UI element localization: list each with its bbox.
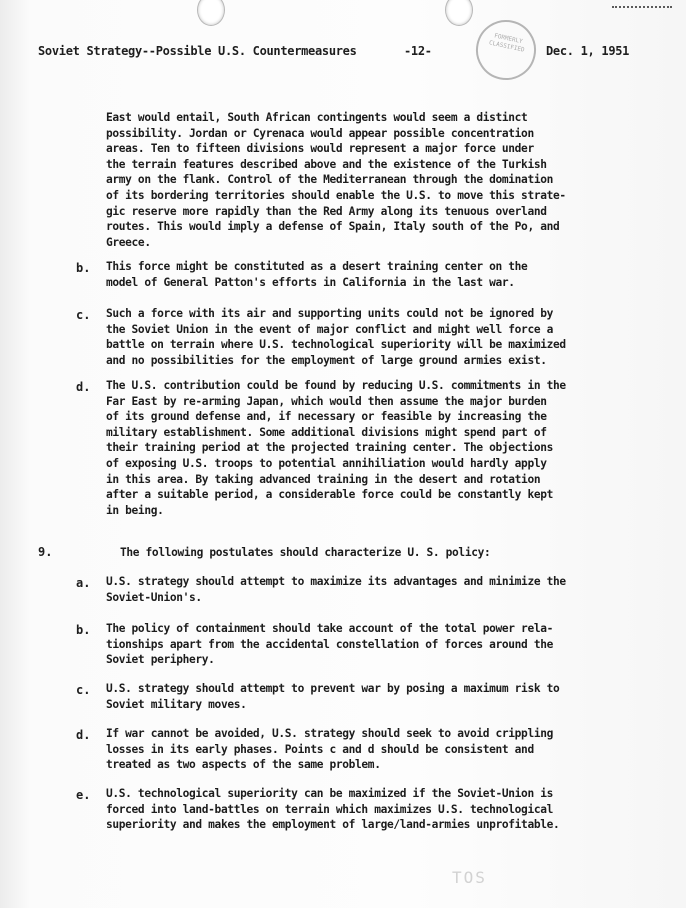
text-line: their training period at the projected training center. The objections: [106, 441, 553, 455]
footer-mark: TOS: [452, 868, 487, 887]
text-line: If war cannot be avoided, U.S. strategy should seek to avoid crippling: [106, 727, 553, 740]
list-item: [106, 378, 646, 518]
text-line: The policy of containment should take account of the total power rela-: [106, 622, 553, 635]
text-line: after a suitable period, a considerable force could be constantly kept: [106, 488, 553, 502]
item-marker: c.: [76, 683, 91, 697]
text-line: of its bordering territories should enable the U.S. to move this strate-: [106, 188, 566, 202]
text-line: superiority and makes the employment of large/land-armies unprofitable.: [106, 818, 560, 832]
section-intro: [120, 545, 620, 561]
list-item: [106, 621, 646, 668]
list-item: [106, 786, 646, 833]
classification-stamp: FORMERLY CLASSIFIED: [470, 14, 541, 85]
text-line: treated as two aspects of the same problem.: [106, 758, 381, 772]
text-line: areas. Ten to fifteen divisions would represent a major force under: [106, 142, 534, 156]
section-number: 9.: [38, 545, 53, 559]
item-marker: b.: [76, 261, 91, 275]
text-line: battle on terrain where U.S. technological superiority will be maximized: [106, 338, 566, 352]
punch-hole-right: [445, 0, 473, 26]
text-line: forced into land-battles on terrain which maximizes U.S. technological: [106, 802, 553, 816]
text-line: Soviet periphery.: [106, 653, 215, 667]
text-line: in being.: [106, 503, 164, 517]
item-marker: c.: [76, 308, 91, 322]
text-line: and no possibilities for the employment of large ground armies exist.: [106, 353, 547, 367]
item-marker: b.: [76, 623, 91, 637]
item-marker: e.: [76, 788, 91, 802]
text-line: The U.S. contribution could be found by reducing U.S. commitments in the: [106, 379, 566, 392]
text-line: Far East by re-arming Japan, which would then assume the major burden: [106, 394, 547, 408]
text-line: in this area. By taking advanced training in the desert and rotation: [106, 472, 541, 486]
document-date: Dec. 1, 1951: [546, 44, 630, 58]
list-item: [106, 681, 646, 712]
text-line: Soviet military moves.: [106, 697, 247, 711]
text-line: East would entail, South African contingents would seem a distinct: [106, 111, 528, 124]
text-line: of exposing U.S. troops to potential annihiliation would hardly apply: [106, 456, 547, 470]
text-line: army on the flank. Control of the Mediterranean through the domination: [106, 173, 553, 187]
continuation-paragraph: [106, 110, 646, 250]
text-line: tionships apart from the accidental constellation of forces around the: [106, 637, 553, 651]
document-title: Soviet Strategy--Possible U.S. Countermeasures: [38, 44, 357, 58]
list-item: [106, 306, 646, 368]
text-line: the terrain features described above and the existence of the Turkish: [106, 157, 547, 171]
list-item: [106, 726, 646, 773]
page-number: -12-: [404, 44, 432, 58]
text-line: possibility. Jordan or Cyrenaca would appear possible concentration: [106, 126, 534, 140]
text-line: Such a force with its air and supporting units could not be ignored by: [106, 307, 553, 320]
text-line: model of General Patton's efforts in California in the last war.: [106, 275, 515, 289]
item-marker: d.: [76, 728, 91, 742]
text-line: U.S. strategy should attempt to prevent war by posing a maximum risk to: [106, 682, 560, 695]
top-edge-mark: [612, 6, 672, 11]
text-line: military establishment. Some additional divisions might spend part of: [106, 425, 547, 439]
text-line: routes. This would imply a defense of Spain, Italy south of the Po, and: [106, 220, 560, 234]
text-line: Greece.: [106, 235, 151, 249]
text-line: losses in its early phases. Points c and d should be consistent and: [106, 742, 534, 756]
list-item: [106, 259, 646, 290]
text-line: of its ground defense and, if necessary or feasible by increasing the: [106, 410, 547, 424]
punch-hole-left: [197, 0, 225, 26]
list-item: [106, 574, 646, 605]
item-marker: d.: [76, 380, 91, 394]
text-line: U.S. technological superiority can be maximized if the Soviet-Union is: [106, 787, 553, 800]
page-header: [38, 44, 650, 64]
text-line: gic reserve more rapidly than the Red Army along its tenuous overland: [106, 204, 547, 218]
text-line: This force might be constituted as a desert training center on the: [106, 260, 528, 273]
item-marker: a.: [76, 576, 91, 590]
text-line: Soviet-Union's.: [106, 590, 202, 604]
text-line: the Soviet Union in the event of major conflict and might well force a: [106, 322, 553, 336]
text-line: The following postulates should characterize U. S. policy:: [120, 546, 491, 559]
text-line: U.S. strategy should attempt to maximize its advantages and minimize the: [106, 575, 566, 588]
